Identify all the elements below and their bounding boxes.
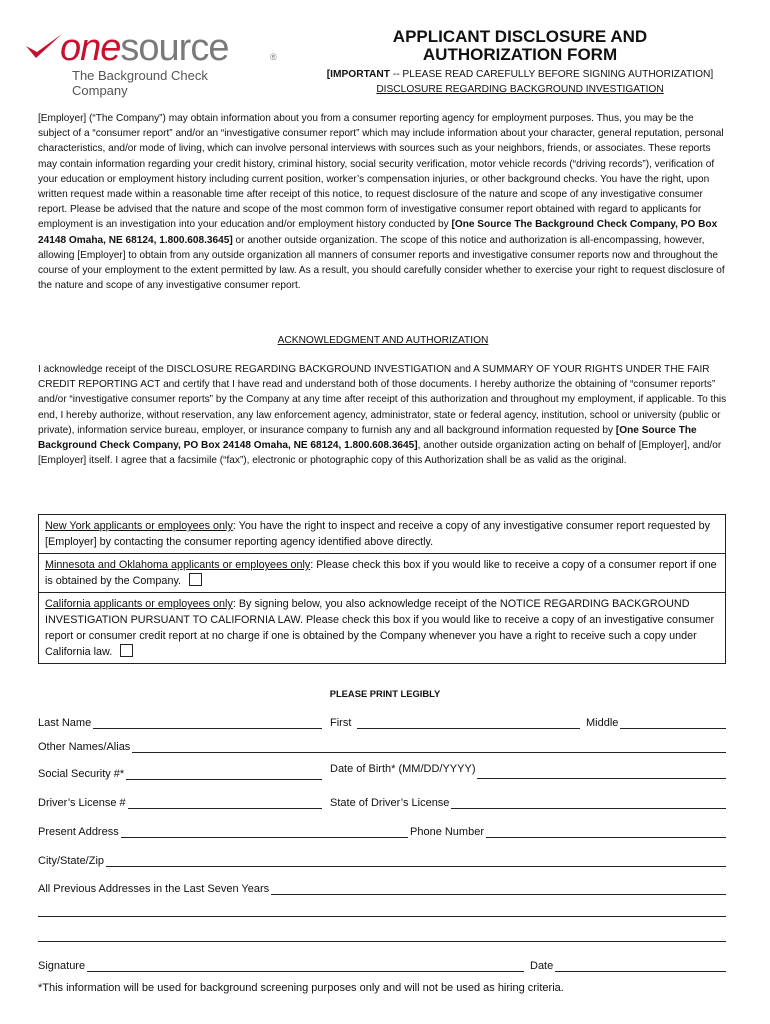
signature-line[interactable] bbox=[87, 959, 524, 972]
last-name-line[interactable] bbox=[93, 716, 322, 729]
previous-addresses-line[interactable] bbox=[271, 882, 726, 895]
state-dl-field[interactable]: State of Driver’s License bbox=[330, 796, 726, 809]
checkmark-icon bbox=[24, 32, 64, 62]
minnesota-oklahoma-notice: Minnesota and Oklahoma applicants or employees only: Please check this box if you would like to receive a copy of a consumer report if one is obtained by the Company. bbox=[39, 554, 725, 593]
ssn-line[interactable] bbox=[126, 767, 322, 780]
dob-line[interactable] bbox=[477, 766, 726, 779]
print-legibly-label: PLEASE PRINT LEGIBLY bbox=[329, 688, 441, 699]
form-title: APPLICANT DISCLOSURE AND AUTHORIZATION FORM bbox=[392, 27, 648, 64]
other-names-field[interactable]: Other Names/Alias bbox=[38, 740, 726, 753]
signature-field[interactable]: Signature bbox=[38, 959, 524, 972]
first-name-line[interactable] bbox=[357, 716, 580, 729]
state-notices bbox=[38, 514, 726, 664]
first-name-field[interactable]: First bbox=[330, 716, 580, 729]
footnote: *This information will be used for background screening purposes only and will not be used as hiring criteria. bbox=[38, 982, 564, 994]
company-logo bbox=[24, 27, 277, 98]
acknowledgment-heading: ACKNOWLEDGMENT AND AUTHORIZATION bbox=[277, 335, 489, 346]
disclosure-paragraph: [Employer] (“The Company”) may obtain information about you from a consumer reporting agency for employment purposes. Thus, you may be the subject of a “consumer report” and/or an “investigative consumer report” which may include information about your character, general reputation, personal characteristics, and/or mode of living, which can involve personal interviews with sources such as your neighbors, friends, or associates. These reports may contain information regarding your credit history, criminal history, social security verification, motor vehicle records (“driving records”), verification of your education or employment history including current position, worker’s compensation injuries, or other background checks. You have the right, upon written request made within a reasonable time after receipt of this notice, to request disclosure of the nature and scope of any investigative consumer report. Please be advised that the nature and scope of the most common form of investigative consumer report obtained with regard to applicants for employment is an investigation into your education and/or employment history conducted by [One Source The Background Check Company, PO Box 24148 Omaha, NE 68124, 1.800.608.3645] or another outside organization. The scope of this notice and authorization is all-encompassing, however, allowing [Employer] to obtain from any outside organization all manners of consumer reports and investigative consumer reports now and throughout the course of your employment to the extent permitted by law. As a result, you should carefully consider whether to exercise your right to request disclosure of the nature and scope of any investigative consumer report. bbox=[38, 113, 725, 292]
city-state-zip-field[interactable]: City/State/Zip bbox=[38, 854, 726, 867]
mn-ok-copy-checkbox[interactable] bbox=[189, 573, 202, 586]
city-state-zip-line[interactable] bbox=[106, 854, 726, 867]
drivers-license-line[interactable] bbox=[128, 796, 322, 809]
middle-name-line[interactable] bbox=[620, 716, 726, 729]
state-dl-line[interactable] bbox=[451, 796, 726, 809]
disclosure-heading: DISCLOSURE REGARDING BACKGROUND INVESTIGATION bbox=[376, 84, 664, 95]
middle-name-field[interactable]: Middle bbox=[586, 716, 726, 729]
ca-copy-checkbox[interactable] bbox=[120, 644, 133, 657]
california-notice: California applicants or employees only: By signing below, you also acknowledge receipt of the NOTICE REGARDING BACKGROUND INVESTIGATION PURSUANT TO CALIFORNIA LAW. Please check this box if you would like to receive a copy of an investigative consumer report or consumer credit report at no charge if one is obtained by the Company whenever you have a right to receive such a copy under California law. bbox=[39, 593, 725, 664]
date-field[interactable]: Date bbox=[530, 959, 726, 972]
drivers-license-field[interactable]: Driver’s License # bbox=[38, 796, 322, 809]
acknowledgment-paragraph: I acknowledge receipt of the DISCLOSURE REGARDING BACKGROUND INVESTIGATION and A SUMMARY OF YOUR RIGHTS UNDER THE FAIR CREDIT REPORTING ACT and certify that I have read and understand both of those documents. I hereby authorize the obtaining of “consumer reports” and/or “investigative consumer reports” by the Company at any time after receipt of this authorization and throughout my employment, if applicable. To this end, I hereby authorize, without reservation, any law enforcement agency, administrator, state or federal agency, institution, school or university (public or private), information service bureau, employer, or insurance company to furnish any and all background information requested by [One Source The Background Check Company, PO Box 24148 Omaha, NE 68124, 1.800.608.3645], another outside organization acting on behalf of [Employer], and/or [Employer] itself. I agree that a facsimile (“fax”), electronic or photographic copy of this Authorization shall be as valid as the original. bbox=[38, 364, 727, 467]
registered-mark: ® bbox=[270, 52, 277, 62]
phone-line[interactable] bbox=[486, 825, 726, 838]
previous-addresses-line-3[interactable] bbox=[38, 940, 726, 942]
present-address-line[interactable] bbox=[121, 825, 408, 838]
new-york-notice: New York applicants or employees only: You have the right to inspect and receive a copy of any investigative consumer report requested by [Employer] by contacting the consumer reporting agency identified above directly. bbox=[39, 515, 725, 554]
date-line[interactable] bbox=[555, 959, 726, 972]
last-name-field[interactable]: Last Name bbox=[38, 716, 322, 729]
dob-field[interactable]: Date of Birth* (MM/DD/YYYY) bbox=[330, 763, 726, 775]
logo-tagline: The Background Check Company bbox=[72, 68, 208, 98]
previous-addresses-line-2[interactable] bbox=[38, 915, 726, 917]
previous-addresses-field[interactable]: All Previous Addresses in the Last Seven Years bbox=[38, 882, 726, 895]
brand-name: onesource bbox=[60, 27, 229, 69]
present-address-field[interactable]: Present Address bbox=[38, 825, 408, 838]
phone-field[interactable]: Phone Number bbox=[410, 825, 726, 838]
ssn-field[interactable]: Social Security #* bbox=[38, 767, 322, 780]
other-names-line[interactable] bbox=[132, 740, 726, 753]
important-notice: [IMPORTANT -- PLEASE READ CAREFULLY BEFORE SIGNING AUTHORIZATION] bbox=[326, 69, 714, 80]
